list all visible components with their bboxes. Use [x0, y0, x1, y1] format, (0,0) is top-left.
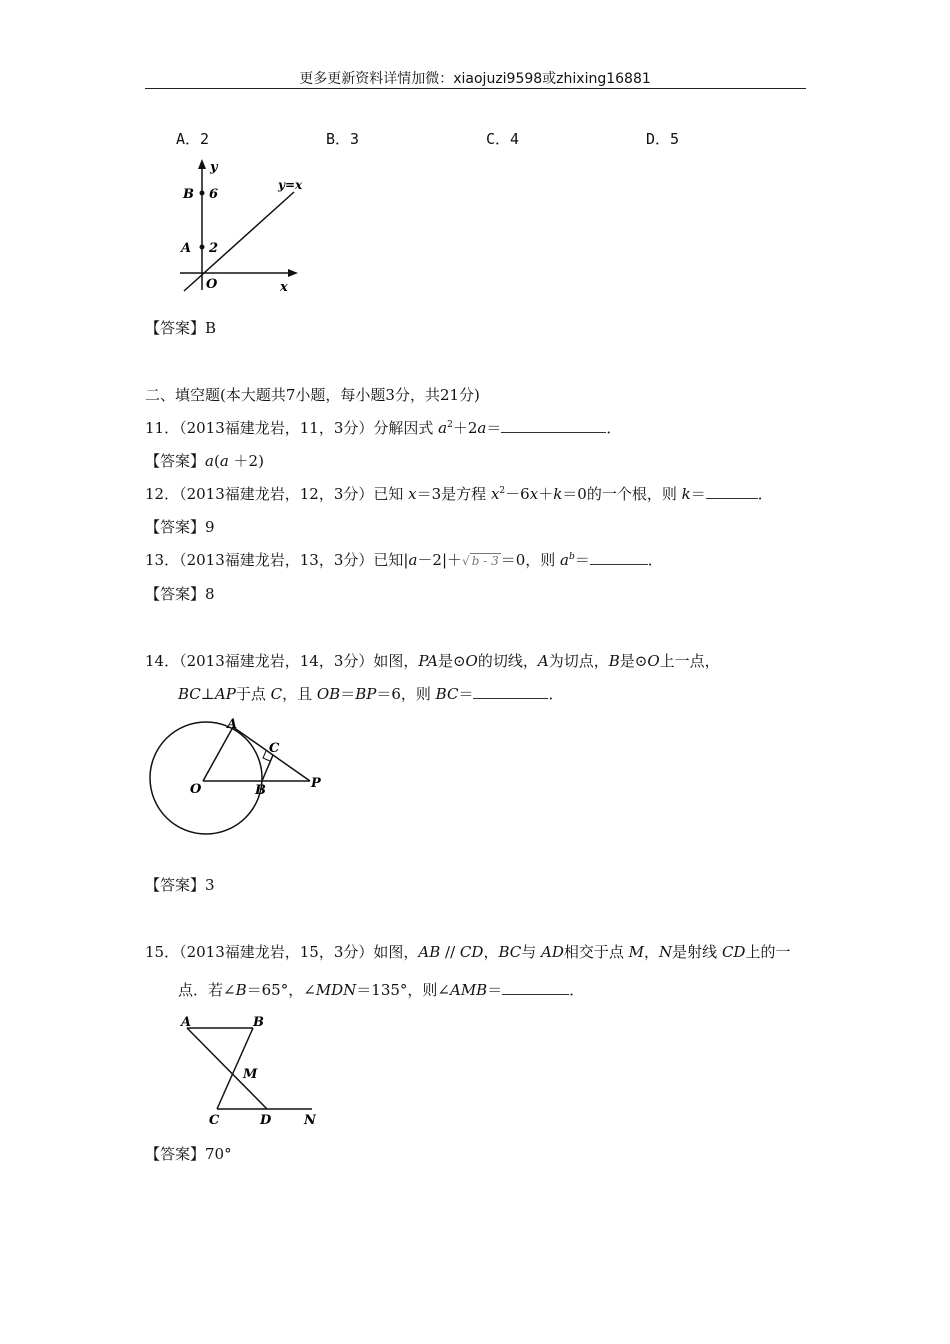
line-label: y=x: [278, 178, 303, 192]
circle-tangent-figure: [145, 715, 335, 840]
circle-o: [150, 722, 262, 834]
option-b: B．3: [326, 130, 360, 148]
q11-answer: 【答案】a(a ＋2): [145, 452, 264, 470]
q10-answer: 【答案】B: [145, 319, 217, 337]
q11-text: 11．（2013福建龙岩，11，3分）分解因式 $a^2+2a=$ ．: [145, 419, 622, 437]
line-y-eq-x: [184, 192, 294, 291]
q15-line2: 点．若∠B＝65°，∠MDN＝135°，则∠AMB＝ ．: [178, 981, 585, 999]
q15-line1: 15．（2013福建龙岩，15，3分）如图，AB // CD，BC与 AD相交于点 M，N是射线 CD上的一: [145, 943, 791, 961]
label-p: P: [311, 776, 321, 791]
q15-answer: 【答案】70°: [145, 1145, 232, 1163]
label-m: M: [243, 1067, 258, 1082]
q14-line2: BC⊥AP于点 C，且 OB＝BP＝6，则 BC＝ ．: [178, 685, 564, 703]
x-axis-arrow: [288, 269, 298, 277]
origin-label: O: [206, 277, 218, 292]
label-n: N: [304, 1113, 316, 1128]
parallel-lines-figure: [175, 1010, 330, 1128]
label-c: C: [209, 1113, 220, 1128]
option-d: D．5: [646, 130, 680, 148]
x-axis-label: x: [280, 280, 288, 295]
page-header: 更多更新资料详情加微：xiaojuzi9598或zhixing16881: [299, 71, 651, 87]
label-a: A: [181, 1015, 192, 1030]
section-title: 二、填空题(本大题共7小题，每小题3分，共21分): [145, 386, 480, 404]
y-axis-arrow: [198, 159, 206, 169]
point-a-label: A: [181, 241, 192, 256]
q12-answer: 【答案】9: [145, 518, 215, 536]
a-value-label: 2: [209, 241, 219, 256]
q14-answer: 【答案】3: [145, 876, 215, 894]
point-b-label: B: [183, 187, 194, 202]
option-a: A．2: [176, 130, 210, 148]
sqrt-symbol: √ b - 3: [462, 554, 499, 568]
label-o: O: [190, 782, 202, 797]
q14-line1: 14．（2013福建龙岩，14，3分）如图，PA是⊙O的切线，A为切点，B是⊙O上一点，: [145, 652, 720, 670]
q13-answer: 【答案】8: [145, 585, 215, 603]
label-b: B: [255, 783, 266, 798]
header-rule: [145, 88, 806, 89]
q15-blank: [502, 980, 569, 995]
segment-oa: [203, 727, 233, 781]
y-axis-label: y: [210, 160, 218, 175]
point-a-dot: [200, 245, 205, 250]
label-c: C: [269, 741, 280, 756]
label-d: D: [260, 1113, 272, 1128]
q13-blank: [590, 550, 648, 565]
q14-blank: [473, 684, 548, 699]
coordinate-figure: [170, 155, 310, 300]
q11-blank: [501, 418, 606, 433]
b-value-label: 6: [209, 187, 219, 202]
point-b-dot: [200, 191, 205, 196]
option-c: C．4: [486, 130, 520, 148]
label-a: A: [227, 717, 238, 732]
q12-blank: [706, 484, 758, 499]
segment-bc: [262, 755, 273, 781]
q13-text: 13．（2013福建龙岩，13，3分）已知|a－2|＋√ b - 3 ＝0，则 $a^b=$ ．: [145, 551, 663, 569]
q12-text: 12．（2013福建龙岩，12，3分）已知 x＝3是方程 $x^2-6x+k=0$的一个根，则 k＝ ．: [145, 485, 773, 503]
label-b: B: [253, 1015, 264, 1030]
